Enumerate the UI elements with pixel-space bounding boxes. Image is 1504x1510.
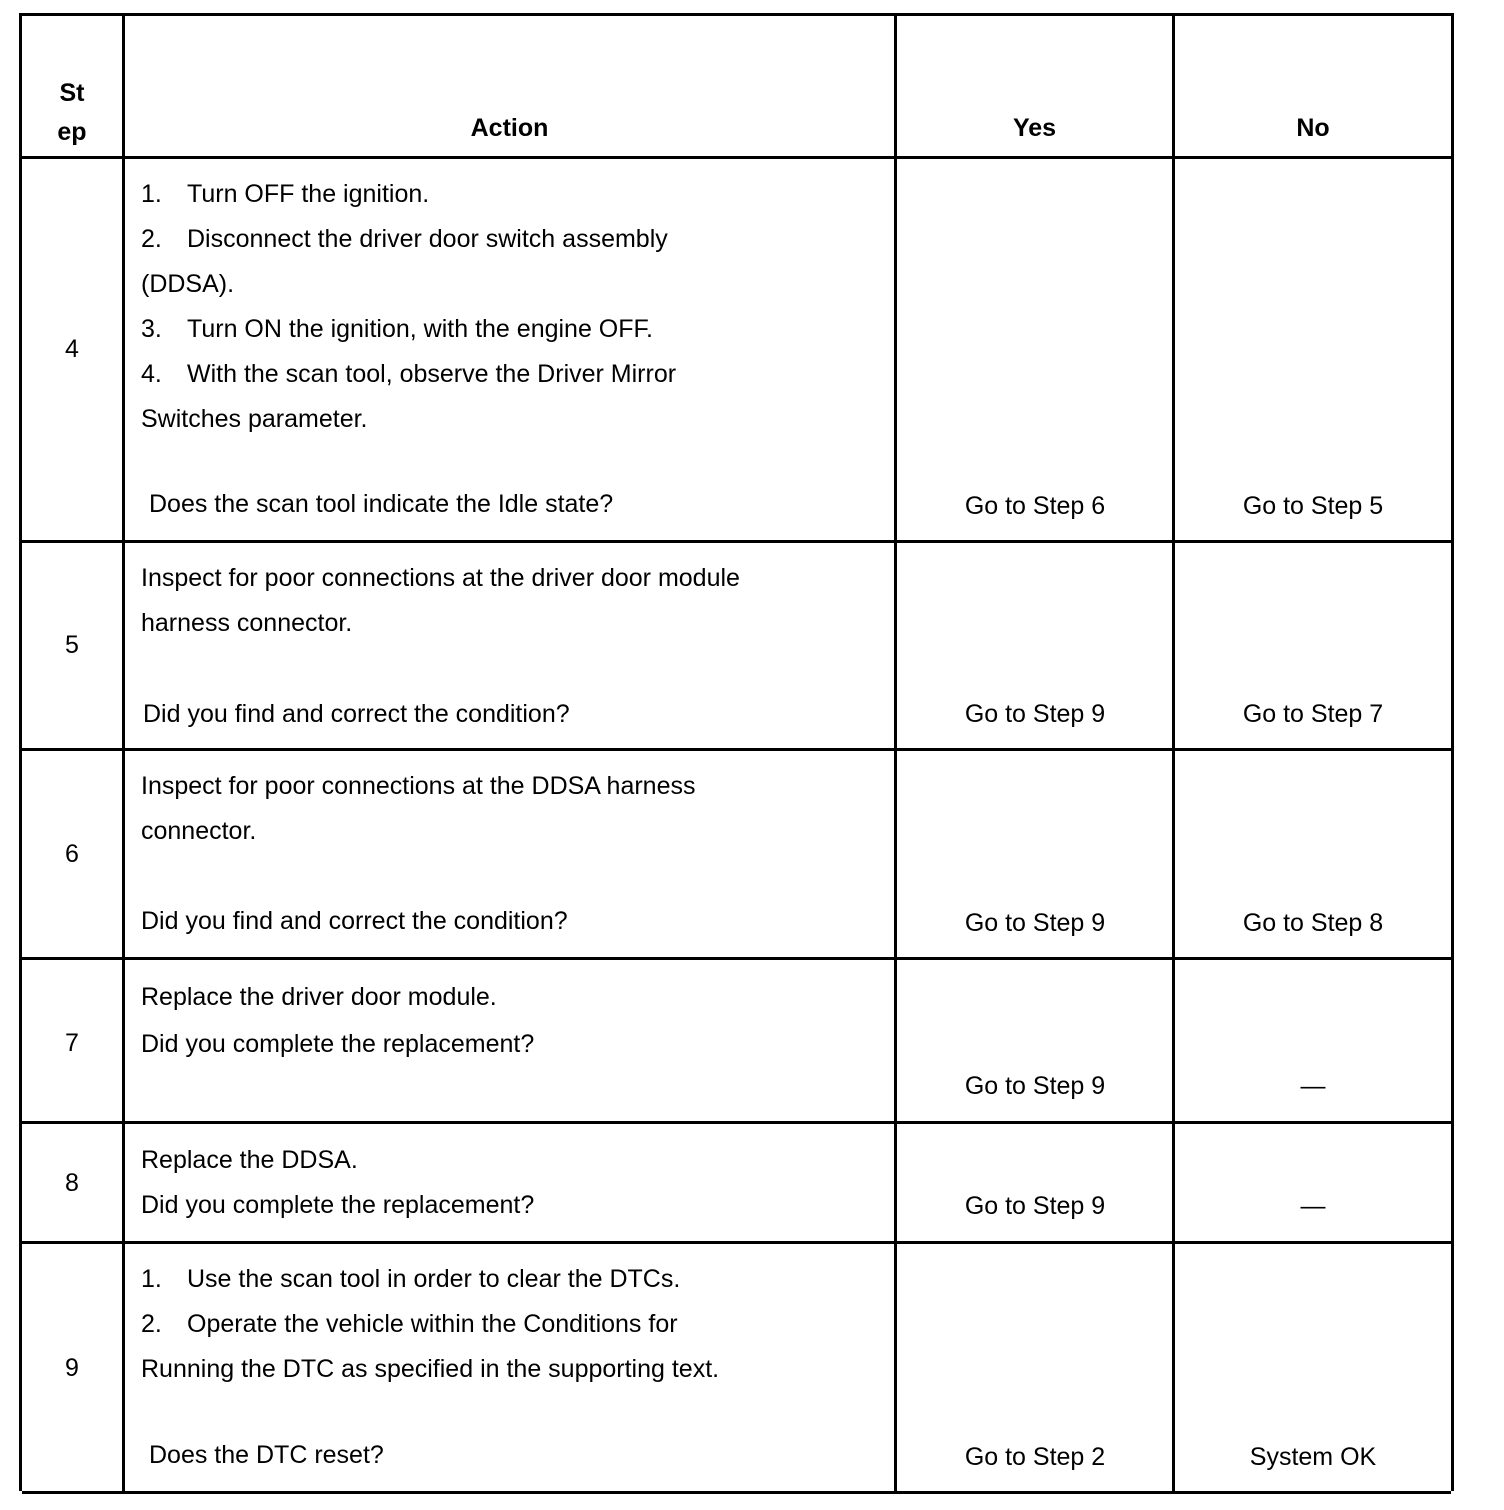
action-text (141, 1257, 719, 1392)
action-line (141, 217, 676, 262)
yes-result: Go to Step 9 (964, 909, 1106, 937)
action-line (141, 1302, 719, 1347)
header-row (22, 16, 1451, 159)
action-line (141, 172, 676, 217)
step-number: 7 (65, 1029, 79, 1057)
action-line: harness connector. (141, 609, 353, 637)
action-line (141, 262, 676, 307)
action-line: Inspect for poor connections at the driver door module (141, 564, 740, 592)
action-question: Did you find and correct the condition? (141, 907, 568, 935)
action-line (141, 1257, 719, 1302)
action-line (141, 1347, 719, 1392)
table-row (22, 1244, 1451, 1494)
table-row (22, 543, 1451, 751)
header-step-line2: ep (57, 118, 87, 146)
no-result: Go to Step 8 (1242, 909, 1384, 937)
yes-result: Go to Step 9 (964, 1072, 1106, 1100)
header-no: No (1296, 114, 1330, 142)
list-text: Operate the vehicle within the Conditions for (187, 1310, 678, 1338)
diagnostic-table (19, 13, 1454, 1491)
action-text (141, 764, 695, 854)
list-number: 1. (141, 180, 162, 208)
action-text (141, 974, 534, 1068)
action-line (141, 352, 676, 397)
action-text (141, 172, 676, 442)
action-text (141, 556, 740, 646)
step-number: 5 (65, 631, 79, 659)
action-line: Replace the DDSA. (141, 1146, 358, 1174)
list-text: Turn ON the ignition, with the engine OFF. (187, 315, 653, 343)
list-text: Running the DTC as specified in the supporting text. (141, 1355, 720, 1383)
action-line: Replace the driver door module. (141, 983, 497, 1011)
list-text: Disconnect the driver door switch assembly (187, 225, 668, 253)
table-row (22, 1124, 1451, 1244)
list-text: With the scan tool, observe the Driver Mirror (187, 360, 677, 388)
action-line (141, 397, 676, 442)
list-text: Use the scan tool in order to clear the DTCs. (187, 1265, 681, 1293)
list-text: Turn OFF the ignition. (187, 180, 430, 208)
action-line: Inspect for poor connections at the DDSA harness (141, 772, 696, 800)
action-question: Does the scan tool indicate the Idle state? (149, 490, 614, 518)
header-step (22, 74, 122, 152)
table-row (22, 960, 1451, 1124)
list-number: 3. (141, 315, 162, 343)
action-line: Did you complete the replacement? (141, 1191, 535, 1219)
list-number: 2. (141, 1310, 162, 1338)
no-result: Go to Step 5 (1242, 492, 1384, 520)
action-question: Does the DTC reset? (149, 1441, 384, 1469)
no-result: — (1300, 1072, 1326, 1100)
step-number: 8 (65, 1169, 79, 1197)
step-number: 9 (65, 1354, 79, 1382)
header-yes: Yes (1012, 114, 1057, 142)
action-line (141, 307, 676, 352)
step-number: 4 (65, 335, 79, 363)
list-number: 2. (141, 225, 162, 253)
action-line: Did you complete the replacement? (141, 1030, 535, 1058)
action-question: Did you find and correct the condition? (143, 700, 570, 728)
step-number: 6 (65, 840, 79, 868)
yes-result: Go to Step 9 (964, 1192, 1106, 1220)
no-result: Go to Step 7 (1242, 700, 1384, 728)
no-result: System OK (1249, 1443, 1377, 1471)
table-row (22, 751, 1451, 960)
list-text: (DDSA). (141, 270, 235, 298)
header-action: Action (470, 114, 549, 142)
no-result: — (1300, 1192, 1326, 1220)
table-row (22, 159, 1451, 543)
yes-result: Go to Step 9 (964, 700, 1106, 728)
list-text: Switches parameter. (141, 405, 368, 433)
list-number: 4. (141, 360, 162, 388)
action-text (141, 1138, 534, 1228)
yes-result: Go to Step 6 (964, 492, 1106, 520)
yes-result: Go to Step 2 (964, 1443, 1106, 1471)
header-step-line1: St (59, 79, 85, 107)
list-number: 1. (141, 1265, 162, 1293)
action-line: connector. (141, 817, 257, 845)
